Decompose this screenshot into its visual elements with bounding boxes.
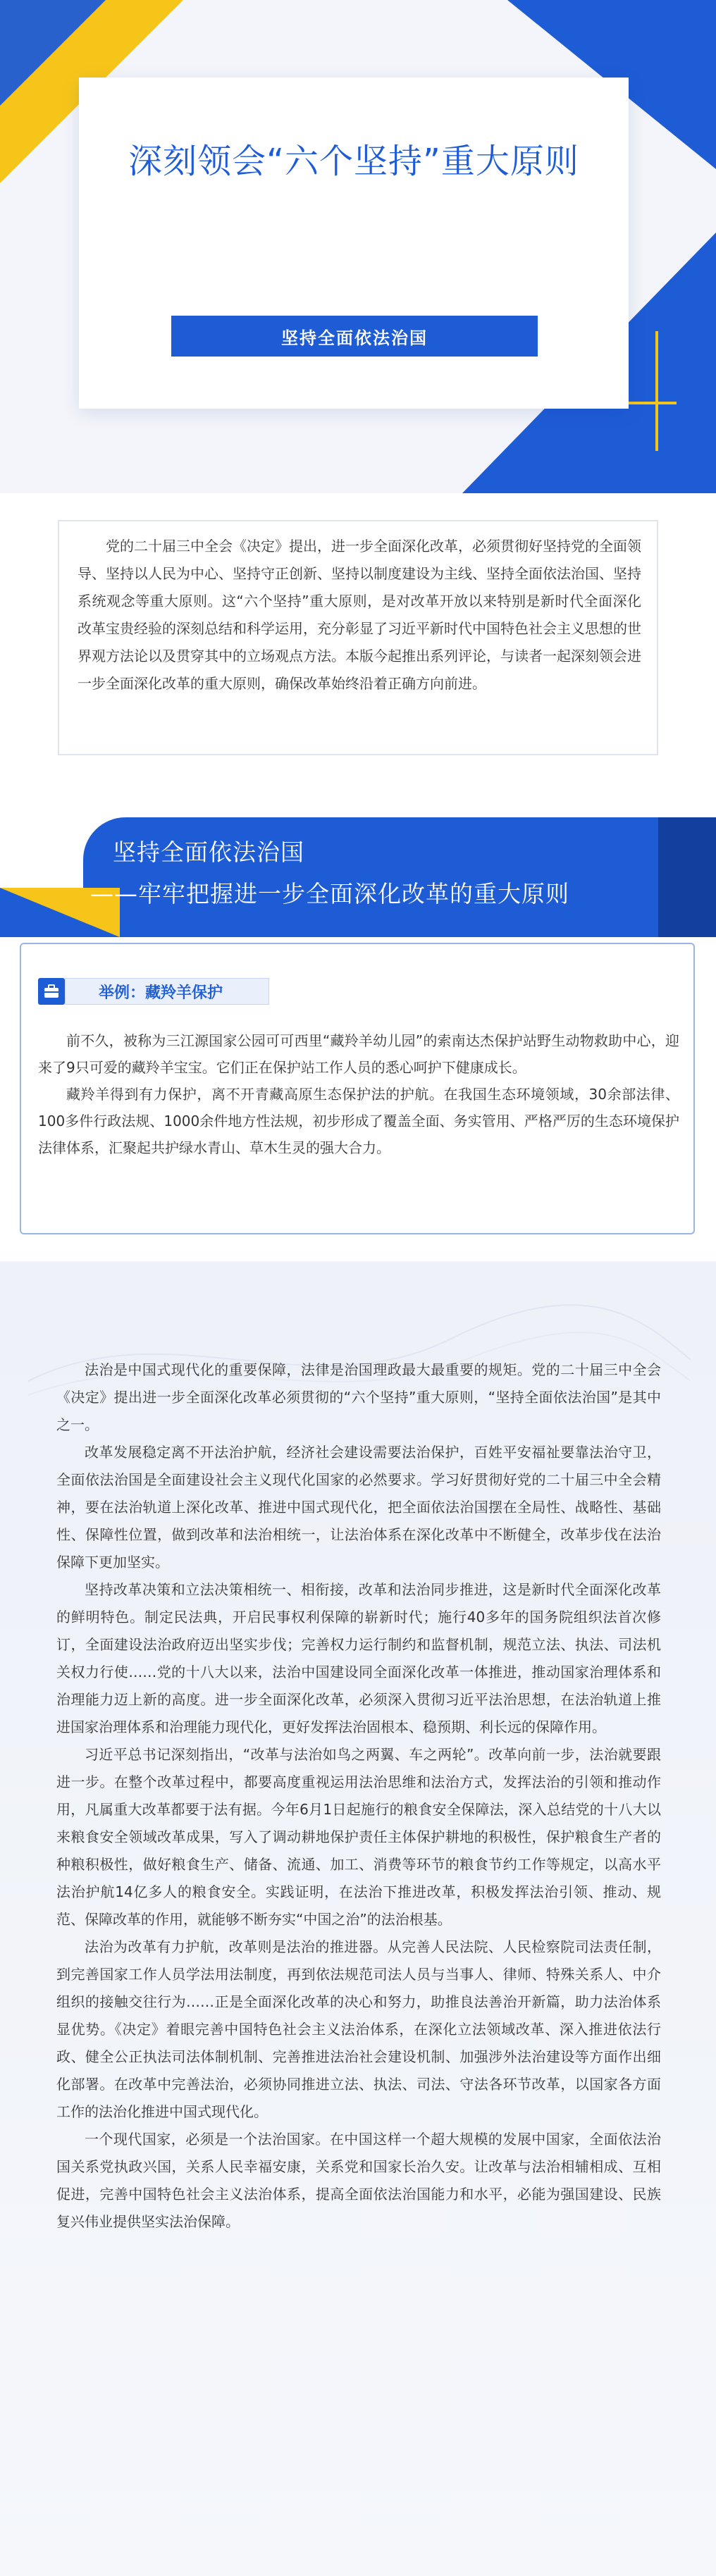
section-subtitle: ——牢牢把握进一步全面深化改革的重大原则 [90, 880, 569, 908]
body-paragraph: 习近平总书记深刻指出，“改革与法治如鸟之两翼、车之两轮”。改革向前一步，法治就要跟进一步。在整个改革过程中，都要高度重视运用法治思维和法治方式，发挥法治的引领和推动作用，凡属重大改革都要于法有据。今年6月1日起施行的粮食安全保障法，深入总结党的十八大以来粮食安全领域改革成果，写入了调动耕地保护责任主体保护耕地的积极性，保护粮食生产者的种粮积极性，做好粮食生产、储备、流通、加工、消费等环节的粮食节约工作等规定，以高水平法治护航14亿多人的粮食安全。实践证明，在法治下推进改革，积极发挥法治引领、推动、规范、保障改革的作用，就能够不断夯实“中国之治”的法治根基。 [56, 1746, 661, 1928]
intro-text: 党的二十届三中全会《决定》提出，进一步全面深化改革，必须贯彻好坚持党的全面领导、坚持以人民为中心、坚持守正创新、坚持以制度建设为主线、坚持全面依法治国、坚持系统观念等重大原则。这“六个坚持”重大原则，是对改革开放以来特别是新时代全面深化改革宝贵经验的深刻总结和科学运用，充分彰显了习近平新时代中国特色社会主义思想的世界观方法论以及贯穿其中的立场观点方法。本版今起推出系列评论，与读者一起深刻领会进一步全面深化改革的重大原则，确保改革始终沿着正确方向前进。 [78, 538, 641, 692]
body-paragraph: 一个现代国家，必须是一个法治国家。在中国这样一个超大规模的发展中国家，全面依法治国关系党执政兴国，关系人民幸福安康，关系党和国家长治久安。让改革与法治相辅相成、互相促进，完善中国特色社会主义法治体系，提高全面依法治国能力和水平，必能为强国建设、民族复兴伟业提供坚实法治保障。 [56, 2131, 661, 2230]
example-label: 举例：藏羚羊保护 [99, 984, 223, 1002]
section-banner-edge [658, 817, 716, 937]
hero-gold-line-vertical [655, 331, 658, 451]
hero-card [79, 78, 629, 409]
body-paragraph: 改革发展稳定离不开法治护航，经济社会建设需要法治保护，百姓平安福祉要靠法治守卫，全面依法治国是全面建设社会主义现代化国家的必然要求。学习好贯彻好党的二十届三中全会精神，要在法治轨道上深化改革、推进中国式现代化，把全面依法治国摆在全局性、战略性、基础性、保障性位置，做到改革和法治相统一，让法治体系在深化改革中不断健全，改革步伐在法治保障下更加坚实。 [56, 1444, 661, 1571]
body-paragraph: 法治为改革有力护航，改革则是法治的推进器。从完善人民法院、人民检察院司法责任制，到完善国家工作人员学法用法制度，再到依法规范司法人员与当事人、律师、特殊关系人、中介组织的接触交往行为……正是全面深化改革的决心和努力，助推良法善治开新篇，助力法治体系显优势。《决定》着眼完善中国特色社会主义法治体系，在深化立法领域改革、深入推进依法行政、健全公正执法司法体制机制、完善推进法治社会建设机制、加强涉外法治建设等方面作出细化部署。在改革中完善法治，必须协同推进立法、执法、司法、守法各环节改革，以国家各方面工作的法治化推进中国式现代化。 [56, 1938, 661, 2120]
page-title: 深刻领会“六个坚持”重大原则 [128, 142, 579, 181]
topic-button[interactable]: 坚持全面依法治国 [171, 316, 538, 357]
example-paragraph: 藏羚羊得到有力保护，离不开青藏高原生态保护法的护航。在我国生态环境领域，30余部法律、100多件行政法规、1000余件地方性法规，初步形成了覆盖全面、务实管用、严格严厉的生态环境保护法律体系，汇聚起共护绿水青山、草木生灵的强大合力。 [38, 1086, 679, 1156]
body-paragraph: 坚持改革决策和立法决策相统一、相衔接，改革和法治同步推进，这是新时代全面深化改革的鲜明特色。制定民法典，开启民事权利保障的崭新时代；施行40多年的国务院组织法首次修订，全面建设法治政府迈出坚实步伐；完善权力运行制约和监督机制，规范立法、执法、司法机关权力行使……党的十八大以来，法治中国建设同全面深化改革一体推进，推动国家治理体系和治理能力迈上新的高度。进一步全面深化改革，必须深入贯彻习近平法治思想，在法治轨道上推进国家治理体系和治理能力现代化，更好发挥法治固根本、稳预期、利长远的保障作用。 [56, 1581, 661, 1735]
body-paragraph: 法治是中国式现代化的重要保障，法律是治国理政最大最重要的规矩。党的二十届三中全会《决定》提出进一步全面深化改革必须贯彻的“六个坚持”重大原则，“坚持全面依法治国”是其中之一。 [56, 1361, 661, 1433]
article-body [56, 1356, 661, 2236]
example-text [38, 1027, 679, 1161]
section-title: 坚持全面依法治国 [113, 838, 304, 866]
briefcase-icon [38, 978, 65, 1005]
example-paragraph: 前不久，被称为三江源国家公园可可西里“藏羚羊幼儿园”的索南达杰保护站野生动物救助中心，迎来了9只可爱的藏羚羊宝宝。它们正在保护站工作人员的悉心呵护下健康成长。 [38, 1032, 679, 1076]
